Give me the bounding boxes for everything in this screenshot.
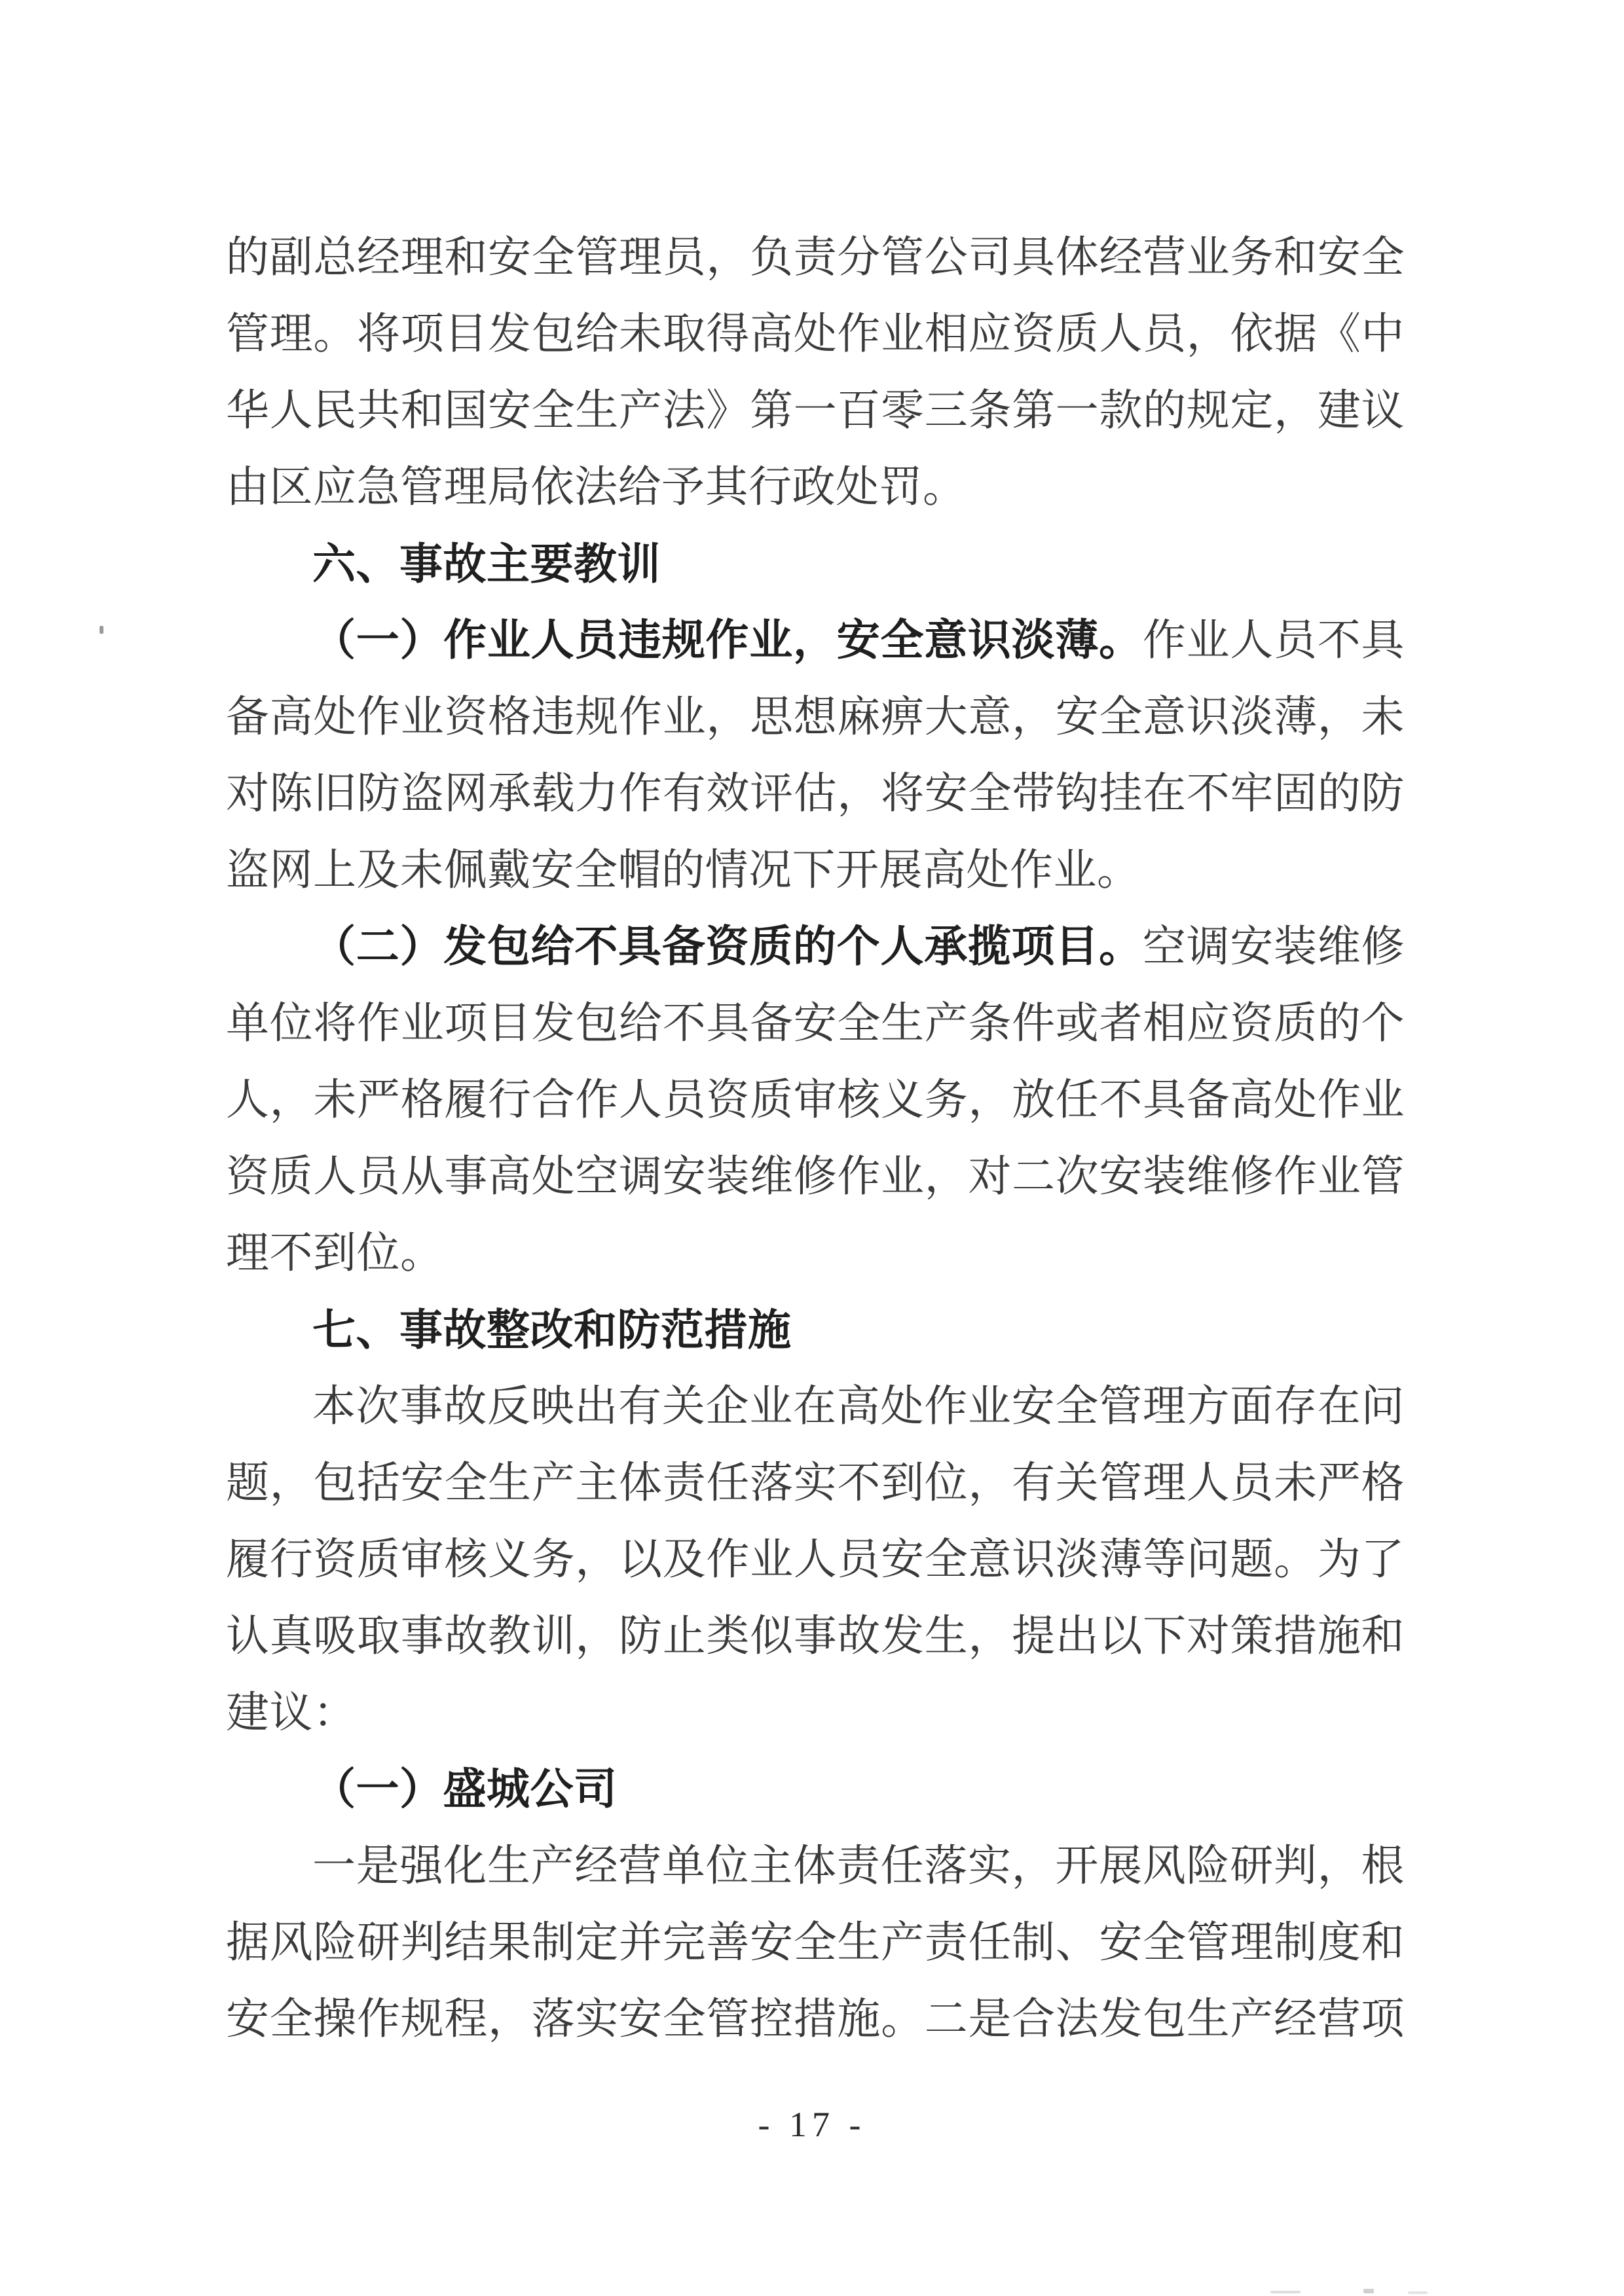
text-line: [226, 679, 1405, 756]
text-segment-body: 由区应急管理局依法给予其行政处罚。: [226, 464, 967, 511]
scan-speck: [1363, 2289, 1374, 2293]
text-segment-body: 管理。将项目发包给未取得高处作业相应资质人员，依据《中: [226, 310, 1405, 358]
text-line: [226, 602, 1405, 679]
text-line: [226, 985, 1405, 1062]
text-line: [226, 526, 1405, 602]
text-line: [226, 832, 1405, 909]
scan-speck: [100, 626, 103, 634]
text-line: [226, 909, 1405, 985]
text-segment-body: 安全操作规程，落实安全管控措施。二是合法发包生产经营项: [226, 1995, 1405, 2043]
text-line: [226, 1522, 1405, 1598]
text-segment-body: 理不到位。: [226, 1230, 444, 1277]
text-line: [226, 296, 1405, 373]
text-segment-heading: 六、事故主要教训: [312, 539, 661, 588]
scan-speck: [1408, 2291, 1428, 2294]
scan-speck: [1270, 2291, 1301, 2293]
text-line: [226, 1368, 1405, 1445]
text-line: [226, 219, 1405, 296]
text-line: [226, 1062, 1405, 1139]
text-line: [226, 449, 1405, 526]
text-segment-body: 本次事故反映出有关企业在高处作业安全管理方面存在问: [312, 1383, 1405, 1430]
text-segment-body: 一是强化生产经营单位主体责任落实，开展风险研判，根: [312, 1842, 1405, 1890]
text-segment-body: 履行资质审核义务，以及作业人员安全意识淡薄等问题。为了: [226, 1536, 1405, 1584]
text-line: [226, 1675, 1405, 1751]
text-line: [226, 1598, 1405, 1675]
text-segment-body: 盗网上及未佩戴安全帽的情况下开展高处作业。: [226, 847, 1141, 894]
text-segment-body: 认真吸取事故教训，防止类似事故发生，提出以下对策措施和: [226, 1613, 1405, 1660]
text-line: [226, 1904, 1405, 1981]
text-segment-subheading: （一）作业人员违规作业，安全意识淡薄。: [312, 617, 1143, 665]
text-line: [226, 1828, 1405, 1904]
text-segment-subheading: （一）盛城公司: [312, 1766, 618, 1813]
text-line: [226, 1292, 1405, 1368]
text-line: [226, 1981, 1405, 2058]
text-block: [226, 219, 1405, 2058]
text-segment-body: 资质人员从事高处空调安装维修作业，对二次安装维修作业管: [226, 1153, 1405, 1201]
text-segment-body: 建议：: [226, 1689, 357, 1737]
text-segment-body: 题，包括安全生产主体责任落实不到位，有关管理人员未严格: [226, 1459, 1405, 1507]
text-line: [226, 1139, 1405, 1215]
text-line: [226, 1215, 1405, 1292]
text-line: [226, 373, 1405, 449]
text-segment-body: 华人民共和国安全生产法》第一百零三条第一款的规定，建议: [226, 387, 1405, 435]
text-segment-body: 作业人员不具: [1142, 617, 1405, 665]
text-line: [226, 1751, 1405, 1828]
text-segment-body: 对陈旧防盗网承载力作有效评估，将安全带钩挂在不牢固的防: [226, 770, 1405, 818]
text-line: [226, 1445, 1405, 1522]
text-segment-heading: 七、事故整改和防范措施: [312, 1305, 792, 1354]
text-segment-body: 备高处作业资格违规作业，思想麻痹大意，安全意识淡薄，未: [226, 693, 1405, 741]
page-number: - 17 -: [758, 2105, 866, 2144]
text-line: [226, 756, 1405, 832]
text-segment-body: 的副总经理和安全管理员，负责分管公司具体经营业务和安全: [226, 234, 1405, 282]
text-segment-subheading: （二）发包给不具备资质的个人承揽项目。: [312, 923, 1143, 971]
text-segment-body: 空调安装维修: [1142, 923, 1405, 971]
text-segment-body: 单位将作业项目发包给不具备安全生产条件或者相应资质的个: [226, 1000, 1405, 1048]
text-segment-body: 人，未严格履行合作人员资质审核义务，放任不具备高处作业: [226, 1076, 1405, 1124]
text-segment-body: 据风险研判结果制定并完善安全生产责任制、安全管理制度和: [226, 1919, 1405, 1967]
